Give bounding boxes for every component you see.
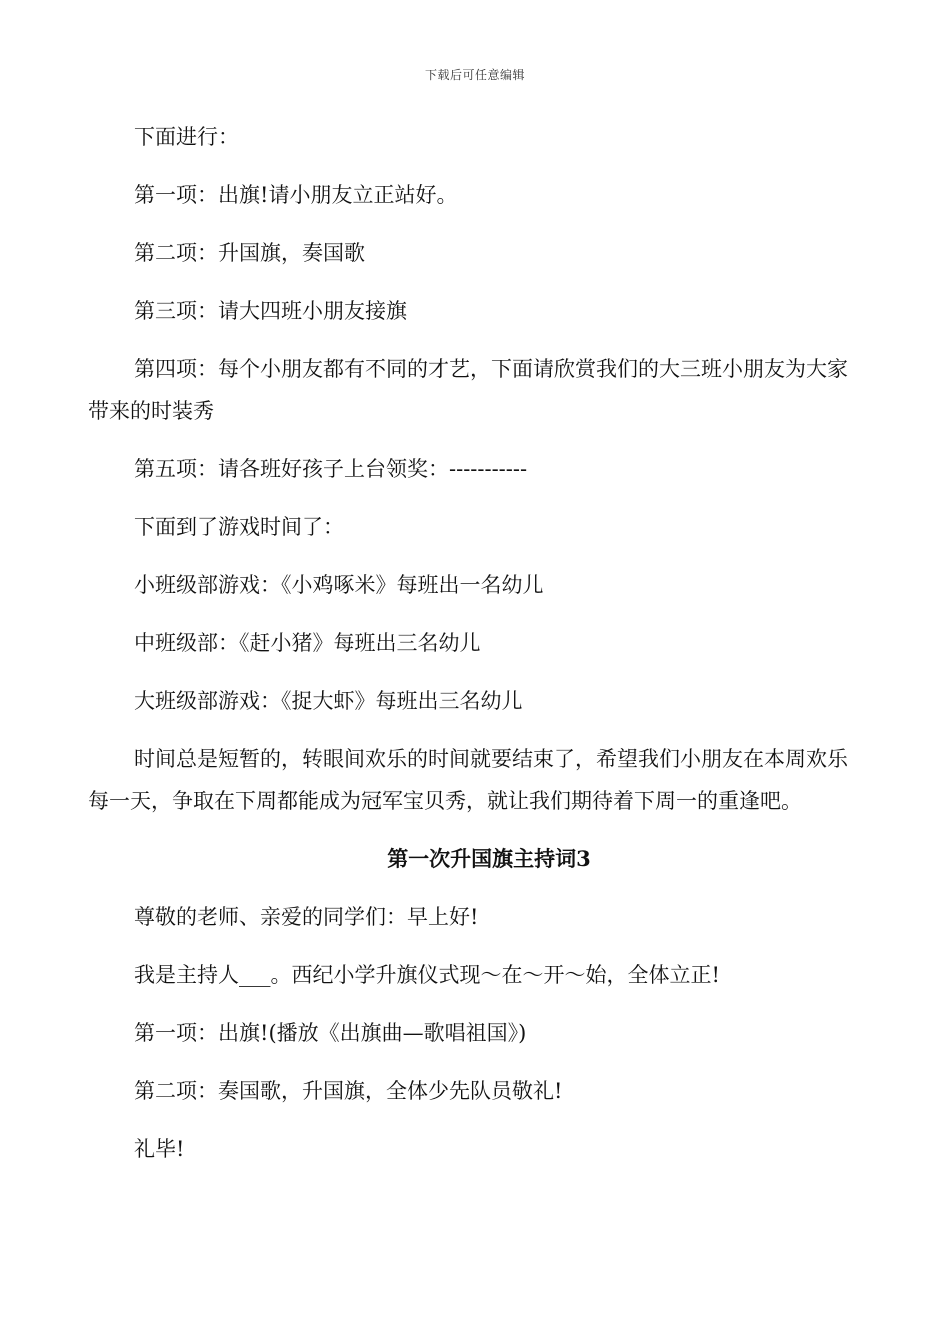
paragraph: 第一项：出旗!(播放《出旗曲—歌唱祖国》) [134, 1021, 527, 1045]
paragraph: 第五项：请各班好孩子上台领奖：----------- [134, 457, 528, 481]
document-body [88, 116, 850, 1186]
paragraph: 小班级部游戏：《小鸡啄米》每班出一名幼儿 [134, 573, 544, 597]
paragraph: 第二项：奏国歌，升国旗，全体少先队员敬礼! [134, 1079, 563, 1103]
paragraph: 第一项：出旗!请小朋友立正站好。 [134, 183, 458, 207]
paragraph: 第二项：升国旗，奏国歌 [134, 241, 365, 265]
header-note: 下载后可任意编辑 [424, 68, 525, 82]
paragraph: 尊敬的老师、亲爱的同学们：早上好! [134, 905, 479, 929]
paragraph: 我是主持人___。西纪小学升旗仪式现～在～开～始，全体立正! [134, 963, 720, 987]
paragraph: 第四项：每个小朋友都有不同的才艺，下面请欣赏我们的大三班小朋友为大家带来的时装秀 [88, 357, 848, 423]
paragraph: 下面到了游戏时间了： [134, 515, 344, 539]
paragraph: 大班级部游戏：《捉大虾》每班出三名幼儿 [134, 689, 523, 713]
paragraph: 中班级部：《赶小猪》每班出三名幼儿 [134, 631, 481, 655]
section-title: 第一次升国旗主持词3 [387, 846, 591, 871]
paragraph: 时间总是短暂的，转眼间欢乐的时间就要结束了，希望我们小朋友在本周欢乐每一天，争取在下周都能成为冠军宝贝秀，就让我们期待着下周一的重逢吧。 [88, 747, 848, 813]
paragraph: 第三项：请大四班小朋友接旗 [134, 299, 407, 323]
paragraph: 下面进行： [134, 125, 239, 149]
paragraph: 礼毕! [134, 1137, 185, 1161]
